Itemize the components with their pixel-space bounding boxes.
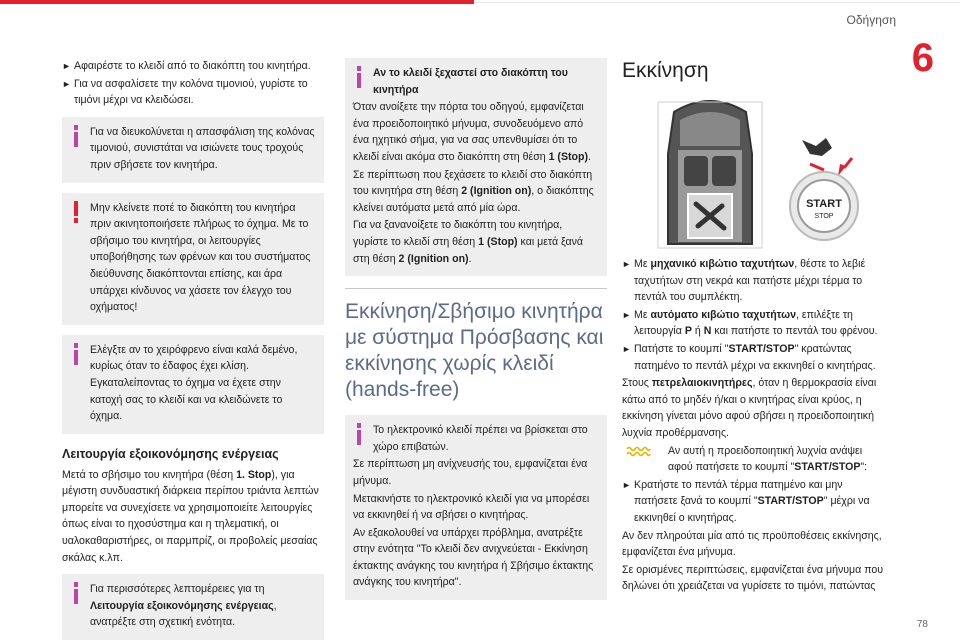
chapter-number: 6 xyxy=(911,36,934,80)
note-text: Το ηλεκτρονικό κλειδί πρέπει να βρίσκεται στο χώρο επιβατών. xyxy=(373,424,588,453)
info-indicator-icon xyxy=(355,423,363,445)
note-title: Αν το κλειδί ξεχαστεί στο διακόπτη του κινητήρα xyxy=(373,67,568,96)
note-text: Μην κλείνετε ποτέ το διακόπτη του κινητήρα πριν ακινητοποιήσετε πλήρως το όχημα. Με το σβήσιμο του κινητήρα, οι λειτουργίες υποβοήθησης των φρένων και του συστήματος διεύθυνσης διακόπτονται επίσης, και άρα υπάρχει κίνδυνος να χάσετε τον έλεγχο του οχήματος! xyxy=(90,201,311,314)
note-text: Για να διευκολύνεται η απασφάλιση της κολόνας τιμονιού, συνιστάται να ισιώνετε τους τροχούς πριν σβήσετε τον κινητήρα. xyxy=(90,125,315,171)
bullet-lock-steering xyxy=(62,76,324,109)
note-text: Σε περίπτωση μη ανίχνευσής του, εμφανίζεται ένα μήνυμα. xyxy=(353,458,588,487)
steering-message-paragraph: Σε ορισμένες περιπτώσεις, εμφανίζεται ένα μήνυμα που δηλώνει ότι χρειάζεται να γυρίσετε το τιμόνι, πατώντας xyxy=(622,563,884,593)
note-text: Αν εξακολουθεί να υπάρχει πρόβλημα, ανατρέξτε στην ενότητα "Το κλειδί δεν ανιχνεύεται - Εκκίνηση έκτακτης ανάγκης του κινητήρα ή Σβήσιμο έκτακτης ανάγκης του κινητήρα". xyxy=(353,526,594,589)
car-key-detection-icon xyxy=(654,94,766,250)
start-label: START xyxy=(806,198,842,210)
info-note-key-forgotten xyxy=(345,58,607,276)
info-note-electronic-key xyxy=(345,415,607,600)
bullet-hold-pedal: ► Κρατήστε το πεντάλ τέρμα πατημένο και μην πατήσετε ξανά το κουμπί "START/STOP" μέχρι να εκκινηθεί ο κινητήρας. xyxy=(622,478,870,524)
info-indicator-icon xyxy=(72,125,80,147)
info-note-steering xyxy=(62,117,324,183)
note-text: Ελέγξτε αν το χειρόφρενο είναι καλά δεμένο, κυρίως όταν το έδαφος έχει κλίση. Εγκαταλείποντας το όχημα να έχετε στην κατοχή σας το κλειδί και να κλειδώνετε το όχημα. xyxy=(90,343,298,423)
bullet-automatic-gearbox: ► Με αυτόματο κιβώτιο ταχυτήτων, επιλέξτε τη λειτουργία P ή N και πατήστε το πεντάλ του φρένου. xyxy=(622,308,878,338)
start-stop-button-icon xyxy=(774,134,886,246)
start-illustration xyxy=(622,94,884,250)
column-3 xyxy=(622,58,884,596)
bullet-manual-gearbox: ► Με μηχανικό κιβώτιο ταχυτήτων, θέστε το λεβιέ ταχυτήτων στη νεκρά και πατήστε μέχρι τέρμα το πεντάλ του συμπλέκτη. xyxy=(622,258,866,304)
column-2 xyxy=(345,58,607,610)
info-indicator-icon xyxy=(355,66,363,88)
info-note-handbrake xyxy=(62,335,324,434)
column-1 xyxy=(62,58,324,640)
glow-plug-lamp-icon xyxy=(624,445,652,459)
note-text: Σε περίπτωση που ξεχάσετε το κλειδί στο διακόπτη του κινητήρα στη θέση 2 (Ignition on), ο διακόπτης κλείνει αυτόματα μετά από μία ώρα. xyxy=(353,168,594,214)
section-heading-energy-saving: Λειτουργία εξοικονόμησης ενέργειας xyxy=(62,446,279,461)
arrow-right-icon: ► xyxy=(622,309,631,320)
note-text: Για να ξανανοίξετε το διακόπτη του κινητήρα, γυρίστε το κλειδί στη θέση 1 (Stop) και μετά ξανά στη θέση 2 (Ignition on). xyxy=(353,219,584,265)
warning-note-ignition xyxy=(62,193,324,325)
bullet-press-start: ► Πατήστε το κουμπί "START/STOP" κρατώντας πατημένο το πεντάλ μέχρι να εκκινηθεί ο κινητήρας. xyxy=(622,342,876,372)
bullet-text: Για να ασφαλίσετε την κολόνα τιμονιού, γυρίστε το τιμόνι μέχρι να κλειδώσει. xyxy=(74,77,308,107)
stop-label: STOP xyxy=(814,213,834,220)
header-rule xyxy=(474,2,960,3)
glow-plug-warning-line: Αν αυτή η προειδοποιητική λυχνία ανάψει αφού πατήσετε το κουμπί "START/STOP": xyxy=(622,443,884,476)
note-text: Όταν ανοίξετε την πόρτα του οδηγού, εμφανίζεται ένα προειδοποιητικό μήνυμα, συνοδευόμενο από ένα ηχητικό σήμα, για να σας υπενθυμίσει ότι το κλειδί είναι ακόμα στο διακόπτη στη θέση 1 (Stop). xyxy=(353,101,591,163)
bullet-remove-key xyxy=(62,58,324,75)
header-red-bar xyxy=(0,0,960,4)
start-conditions-paragraph: Αν δεν πληρούται μία από τις προϋποθέσεις εκκίνησης, εμφανίζεται ένα μήνυμα. xyxy=(622,529,882,559)
arrow-right-icon: ► xyxy=(622,479,631,490)
arrow-right-icon: ► xyxy=(622,343,631,354)
arrow-right-icon: ► xyxy=(62,61,71,71)
note-text: Μετακινήστε το ηλεκτρονικό κλειδί για να μπορέσει να εκκινηθεί ή να σβήσει ο κινητήρας. xyxy=(353,492,590,522)
info-indicator-icon xyxy=(72,343,80,365)
note-text: Για περισσότερες λεπτομέρειες για τη Λειτουργία εξοικονόμησης ενέργειας, ανατρέξτε στη σχετική ενότητα. xyxy=(90,583,277,629)
section-divider xyxy=(345,288,607,289)
info-indicator-icon xyxy=(72,582,80,604)
warning-indicator-icon xyxy=(72,201,80,223)
page-number: 78 xyxy=(916,619,928,631)
section-title-hands-free: Εκκίνηση/Σβήσιμο κινητήρα με σύστημα Πρόσβασης και εκκίνησης χωρίς κλειδί (hands-free) xyxy=(345,300,604,402)
arrow-right-icon: ► xyxy=(622,259,631,269)
arrow-right-icon: ► xyxy=(62,78,71,89)
running-title: Οδήγηση xyxy=(846,13,896,27)
section-heading-start: Εκκίνηση xyxy=(622,59,709,82)
info-note-energy-saving xyxy=(62,574,324,640)
bullet-text: Αφαιρέστε το κλειδί από το διακόπτη του κινητήρα. xyxy=(74,60,311,72)
energy-saving-paragraph: Μετά το σβήσιμο του κινητήρα (θέση 1. Stop), για μέγιστη συνδυαστική διάρκεια περίπου τριάντα λεπτών μπορείτε να συνεχίσετε να χρησιμοποιείτε λειτουργίες όπως είναι το ηχοσύστημα και η τηλεματική, οι υαλοκαθαριστήρες, οι παρμπρίζ, οι προβολείς μεσαίας σκάλας κ.λπ. xyxy=(62,468,319,564)
diesel-paragraph: Στους πετρελαιοκινητήρες, όταν η θερμοκρασία είναι κάτω από το μηδέν ή/και ο κινητήρας είναι κρύος, η εκκίνηση γίνεται μόνο αφού σβήσει η προειδοποιητική λυχνία προθέρμανσης. xyxy=(622,377,877,439)
header-red-bar-fill xyxy=(0,0,474,4)
